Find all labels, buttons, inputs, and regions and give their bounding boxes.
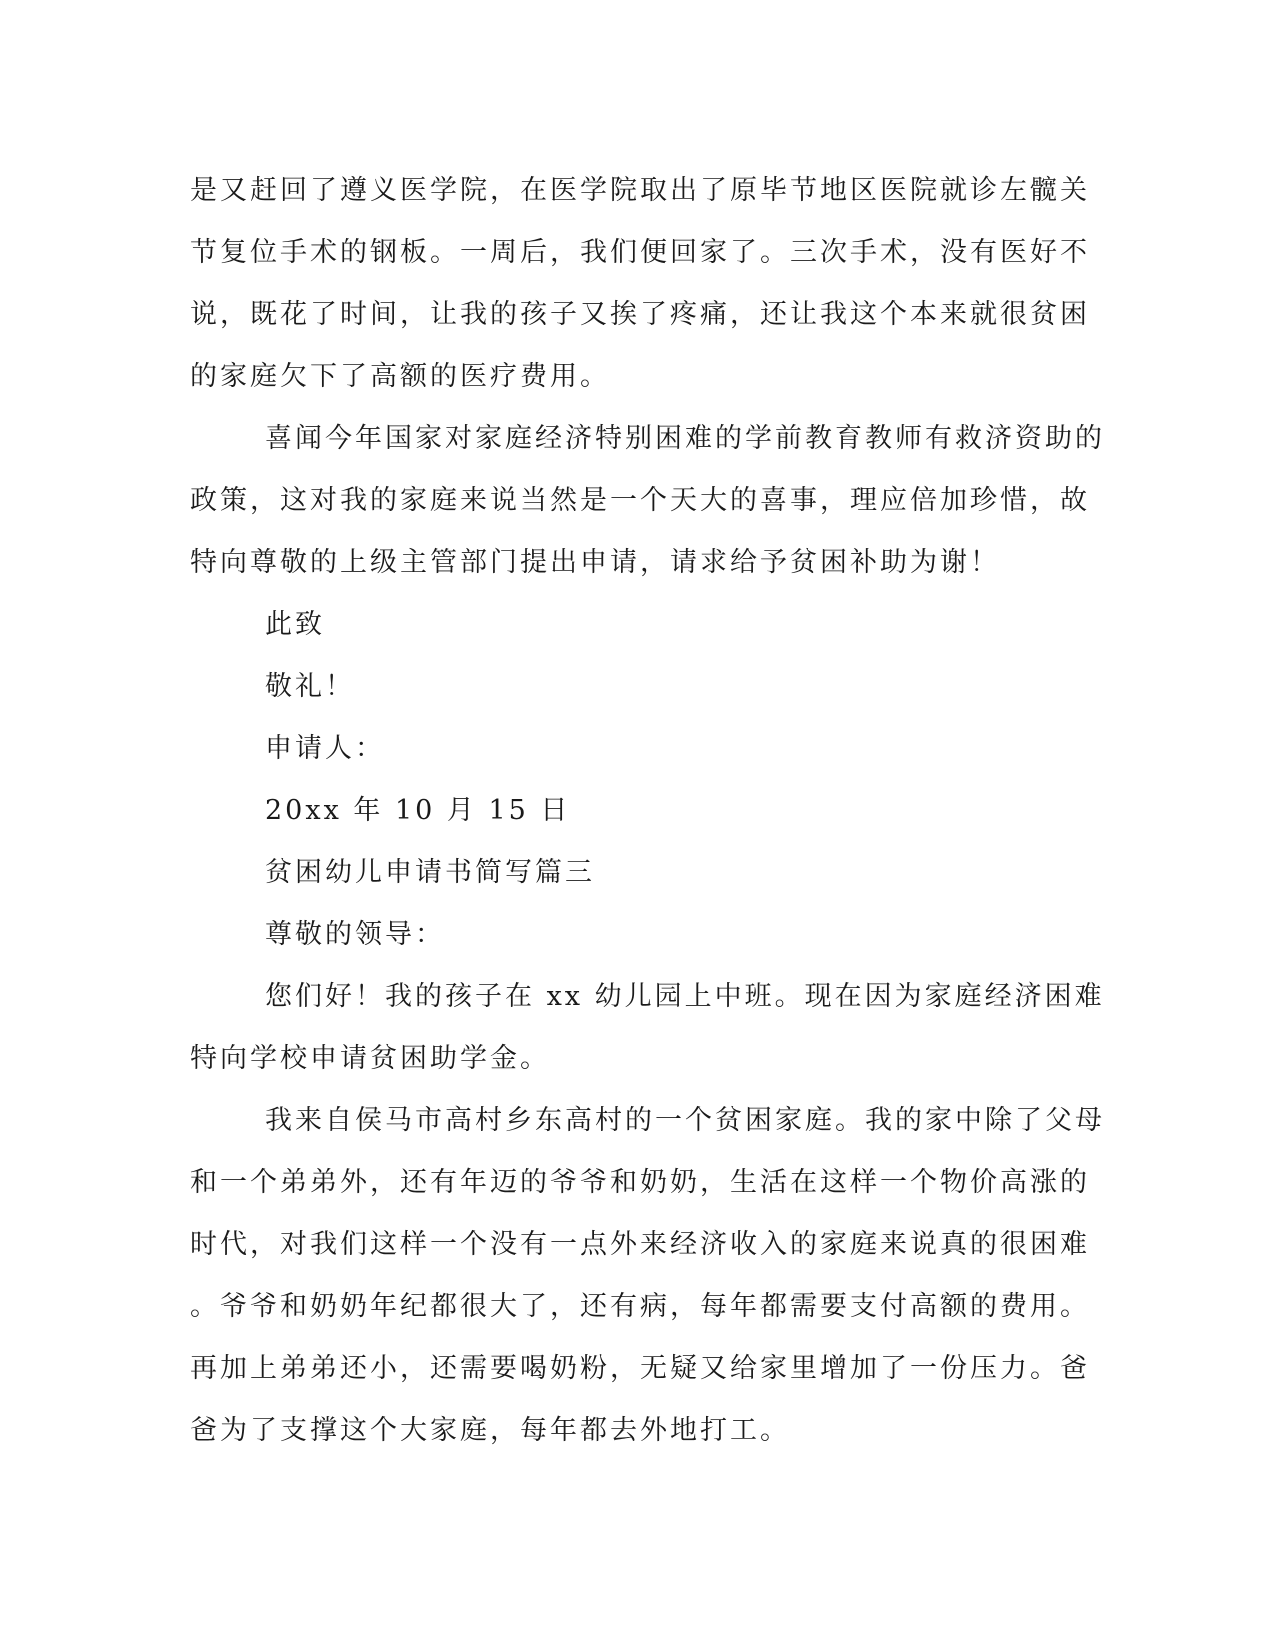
text-line: 我来自侯马市高村乡东高村的一个贫困家庭。我的家中除了父母 [265,1105,1105,1136]
text-line: 。爷爷和奶奶年纪都很大了，还有病，每年都需要支付高额的费用。 [190,1291,1090,1322]
text-line: 说，既花了时间，让我的孩子又挨了疼痛，还让我这个本来就很贫困 [190,299,1090,330]
paragraph-family-situation [190,1090,1105,1462]
text-line: 您们好！我的孩子在 xx 幼儿园上中班。现在因为家庭经济困难 [265,981,1105,1012]
applicant-label: 申请人： [265,733,385,764]
text-line: 喜闻今年国家对家庭经济特别困难的学前教育教师有救济资助的 [265,423,1105,454]
text-line: 爸为了支撑这个大家庭，每年都去外地打工。 [190,1415,790,1446]
paragraph-introduction [190,966,1105,1090]
text-line: 再加上弟弟还小，还需要喝奶粉，无疑又给家里增加了一份压力。爸 [190,1353,1090,1384]
text-line: 特向学校申请贫困助学金。 [190,1043,550,1074]
text-line: 节复位手术的钢板。一周后，我们便回家了。三次手术，没有医好不 [190,237,1090,268]
text-line: 是又赶回了遵义医学院，在医学院取出了原毕节地区医院就诊左髋关 [190,175,1090,206]
text-line: 的家庭欠下了高额的医疗费用。 [190,361,610,392]
letter-date: 20xx 年 10 月 15 日 [265,795,571,826]
salutation-cizhi: 此致 [265,609,325,640]
document-body [190,160,1105,1462]
section-title: 贫困幼儿申请书简写篇三 [265,857,595,888]
text-line: 和一个弟弟外，还有年迈的爷爷和奶奶，生活在这样一个物价高涨的 [190,1167,1090,1198]
salutation-jingli: 敬礼！ [265,671,355,702]
paragraph-policy-request [190,408,1105,594]
paragraph-medical-history [190,160,1090,408]
letter-greeting: 尊敬的领导： [265,919,445,950]
text-line: 政策，这对我的家庭来说当然是一个天大的喜事，理应倍加珍惜，故 [190,485,1090,516]
text-line: 特向尊敬的上级主管部门提出申请，请求给予贫困补助为谢！ [190,547,1000,578]
text-line: 时代，对我们这样一个没有一点外来经济收入的家庭来说真的很困难 [190,1229,1090,1260]
